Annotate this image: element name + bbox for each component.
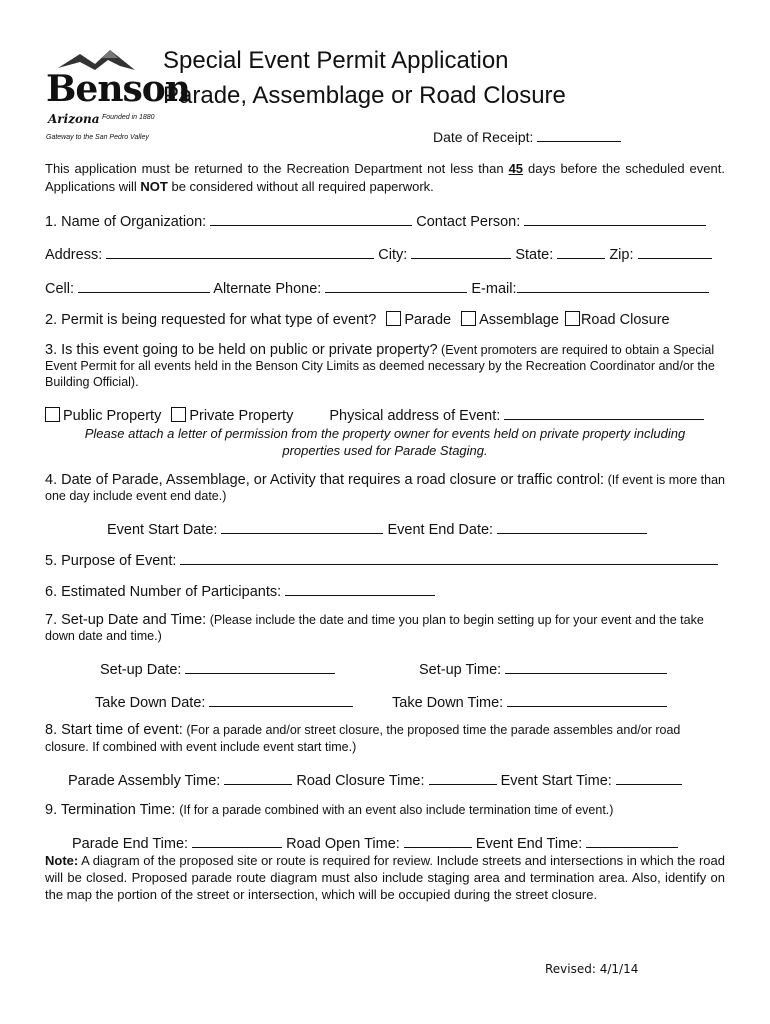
q8-times-row xyxy=(68,770,682,789)
setup-date-label: Set-up Date: xyxy=(100,662,182,678)
parade-assembly-time-field[interactable] xyxy=(224,770,292,785)
setup-time-field[interactable] xyxy=(505,659,667,674)
email-field[interactable] xyxy=(517,278,709,293)
takedown-date-label: Take Down Date: xyxy=(95,695,206,711)
date-of-receipt xyxy=(433,127,621,145)
city-label: City: xyxy=(378,247,408,263)
diagram-note xyxy=(45,852,725,903)
q6-row xyxy=(45,581,435,600)
address-field[interactable] xyxy=(106,244,374,259)
zip-field[interactable] xyxy=(638,244,712,259)
q1-row2 xyxy=(45,244,712,263)
intro-not: NOT xyxy=(140,179,168,194)
public-property-checkbox[interactable] xyxy=(45,407,60,422)
city-field[interactable] xyxy=(411,244,511,259)
private-property-label: Private Property xyxy=(189,408,294,424)
q3-note: (Event promoters are required to obtain a Special Event Permit for all events held in the Benson City Limits as deemed necessary by the Recreation Coordinator and/or the Building Official). xyxy=(45,343,715,389)
q2-row xyxy=(45,311,670,328)
physical-address-field[interactable] xyxy=(504,405,704,420)
parade-end-time-label: Parade End Time: xyxy=(72,836,189,852)
assemblage-checkbox[interactable] xyxy=(461,311,476,326)
logo-founded: Founded in 1880 xyxy=(102,114,155,121)
q5-row xyxy=(45,550,718,569)
q7-label: 7. Set-up Date and Time: xyxy=(45,612,207,628)
cell-field[interactable] xyxy=(78,278,210,293)
logo-state: Arizona xyxy=(48,112,100,126)
takedown-time-row xyxy=(392,692,667,711)
q4-dates-row xyxy=(107,519,647,538)
q3-options-row xyxy=(45,405,704,424)
q9-label: 9. Termination Time: xyxy=(45,802,176,818)
zip-label: Zip: xyxy=(609,247,634,263)
event-end-date-field[interactable] xyxy=(497,519,647,534)
q8-paragraph xyxy=(45,722,725,756)
takedown-date-row xyxy=(95,692,353,711)
cell-label: Cell: xyxy=(45,281,75,297)
road-closure-time-label: Road Closure Time: xyxy=(296,773,425,789)
parade-checkbox[interactable] xyxy=(386,311,401,326)
q4-note: (If event is more than one day include event end date.) xyxy=(45,473,725,503)
q1-row3 xyxy=(45,278,709,297)
setup-time-label: Set-up Time: xyxy=(419,662,502,678)
parade-end-time-field[interactable] xyxy=(192,833,282,848)
event-start-date-label: Event Start Date: xyxy=(107,522,218,538)
q9-note: (If for a parade combined with an event also include termination time of event.) xyxy=(179,803,614,817)
logo-name: Benson xyxy=(46,68,190,110)
event-start-date-field[interactable] xyxy=(221,519,383,534)
road-closure-checkbox[interactable] xyxy=(565,311,580,326)
revised-date: Revised: 4/1/14 xyxy=(545,962,639,976)
date-of-receipt-label: Date of Receipt: xyxy=(433,129,534,145)
takedown-date-field[interactable] xyxy=(209,692,353,707)
road-closure-time-field[interactable] xyxy=(429,770,497,785)
q4-label: 4. Date of Parade, Assemblage, or Activity that requires a road closure or traffic control: xyxy=(45,472,605,488)
participants-label: 6. Estimated Number of Participants: xyxy=(45,584,282,600)
city-logo xyxy=(40,40,190,155)
contact-person-field[interactable] xyxy=(524,211,706,226)
q4-paragraph xyxy=(45,472,725,504)
intro-paragraph xyxy=(45,160,725,196)
q2-label: 2. Permit is being requested for what type of event? xyxy=(45,312,377,328)
event-end-date-label: Event End Date: xyxy=(387,522,494,538)
form-title: Special Event Permit Application xyxy=(163,47,509,74)
road-open-time-label: Road Open Time: xyxy=(286,836,400,852)
road-closure-option-label: Road Closure xyxy=(580,312,670,328)
takedown-time-label: Take Down Time: xyxy=(392,695,504,711)
q8-label: 8. Start time of event: xyxy=(45,722,183,738)
intro-text-a: This application must be returned to the Recreation Department not less than xyxy=(45,161,504,176)
q3-paragraph xyxy=(45,342,725,390)
email-label: E-mail: xyxy=(471,281,517,297)
physical-address-label: Physical address of Event: xyxy=(329,408,501,424)
alt-phone-field[interactable] xyxy=(325,278,467,293)
q8-note: (For a parade and/or street closure, the proposed time the parade assembles and/or road closure. If combined with event include event start time.) xyxy=(45,723,681,754)
event-start-time-label: Event Start Time: xyxy=(500,773,612,789)
note-label: Note: xyxy=(45,853,79,868)
intro-text-b: days before the scheduled event. Applications will xyxy=(45,161,725,194)
alt-phone-label: Alternate Phone: xyxy=(213,281,322,297)
private-property-note: Please attach a letter of permission from the property owner for events held on private property including properties used for Parade Staging. xyxy=(84,426,686,458)
q7-paragraph xyxy=(45,612,725,644)
takedown-time-field[interactable] xyxy=(507,692,667,707)
org-name-field[interactable] xyxy=(210,211,412,226)
q9-row xyxy=(45,801,613,818)
setup-time-row xyxy=(419,659,667,678)
intro-text-c: be considered without all required paperwork. xyxy=(171,179,434,194)
address-label: Address: xyxy=(45,247,103,263)
state-label: State: xyxy=(515,247,554,263)
q9-times-row xyxy=(72,833,678,852)
q3-label: 3. Is this event going to be held on public or private property? xyxy=(45,342,438,358)
parade-assembly-time-label: Parade Assembly Time: xyxy=(68,773,221,789)
event-end-time-field[interactable] xyxy=(586,833,678,848)
intro-days: 45 xyxy=(508,161,524,176)
event-start-time-field[interactable] xyxy=(616,770,682,785)
org-name-label: 1. Name of Organization: xyxy=(45,214,207,230)
participants-field[interactable] xyxy=(285,581,435,596)
date-of-receipt-field[interactable] xyxy=(537,127,621,142)
purpose-field[interactable] xyxy=(180,550,718,565)
setup-date-row xyxy=(100,659,335,678)
note-text: A diagram of the proposed site or route is required for review. Include streets and intersections in which the road will be closed. Proposed parade route diagram must also include staging area and termination area. Also, identify on the map the portion of the street or intersection, which will be occupied during the street closure. xyxy=(45,853,725,902)
logo-tagline: Gateway to the San Pedro Valley xyxy=(46,134,149,141)
state-field[interactable] xyxy=(557,244,605,259)
form-subtitle: Parade, Assemblage or Road Closure xyxy=(163,82,566,109)
assemblage-option-label: Assemblage xyxy=(479,312,559,328)
parade-option-label: Parade xyxy=(404,312,452,328)
road-open-time-field[interactable] xyxy=(404,833,472,848)
private-property-checkbox[interactable] xyxy=(171,407,186,422)
event-end-time-label: Event End Time: xyxy=(475,836,583,852)
setup-date-field[interactable] xyxy=(185,659,335,674)
purpose-label: 5. Purpose of Event: xyxy=(45,553,177,569)
public-property-label: Public Property xyxy=(63,408,162,424)
q7-note: (Please include the date and time you plan to begin setting up for your event and the take down date and time.) xyxy=(45,613,704,643)
q1-row1 xyxy=(45,211,706,230)
contact-person-label: Contact Person: xyxy=(416,214,521,230)
